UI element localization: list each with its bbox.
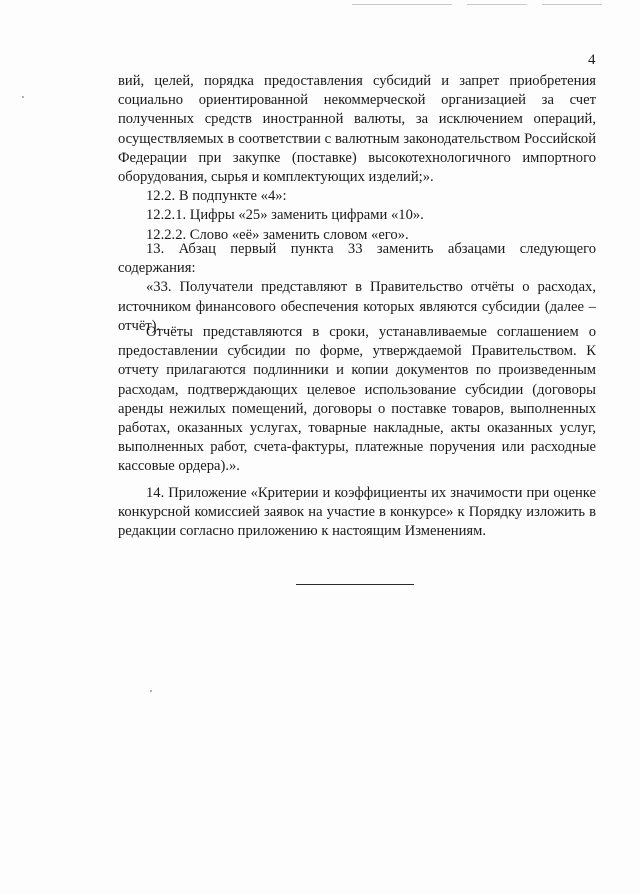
paragraph-12-2: 12.2. В подпункте «4»: <box>146 188 287 205</box>
end-divider-line <box>296 584 414 585</box>
amendment-block-14 <box>118 484 596 542</box>
amendment-block-12 <box>118 72 596 245</box>
scan-artifact-line <box>352 4 602 5</box>
amendment-block-13 <box>118 240 596 336</box>
reports-paragraph-block <box>118 323 596 477</box>
paragraph-reports: Отчёты представляются в сроки, устанавливаемые соглашением о предоставлении субсидии по форме, утверждаемой Правительством. К отчету прилагаются подлинники и копии документов по произведенным расходам, подтверждающих целевое использование субсидии (договоры аренды нежилых помещений, договоры о поставке товаров, выполненных работах, оказанных услугах, товарные накладные, акты оказанных услуг, выполненных работ, счета-фактуры, платежные поручения или расходные кассовые ордера).». <box>118 324 596 475</box>
paragraph-33-quote: «33. Получатели представляют в Правительство отчёты о расходах, источником финансового обеспечения которых являются субсидии (далее – отчёт). <box>118 279 596 334</box>
page-number: 4 <box>588 52 596 68</box>
scan-speck <box>22 96 24 98</box>
scan-speck <box>150 690 152 692</box>
paragraph-12-2-2: 12.2.2. Слово «её» заменить словом «его». <box>146 226 409 243</box>
paragraph-continuation: вий, целей, порядка предоставления субсидий и запрет приобретения социально ориентированной некоммерческой организацией за счет полученных средств иностранной валюты, за исключением операций, осуществляемых в соответствии с валютным законодательством Российской Федерации при закупке (поставке) высокотехнологичного импортного оборудования, сырья и комплектующих изделий;». <box>118 73 596 186</box>
paragraph-14: 14. Приложение «Критерии и коэффициенты их значимости при оценке конкурсной комиссией заявок на участие в конкурсе» к Порядку изложить в редакции согласно приложению к настоящим Изменениям. <box>118 485 596 540</box>
paragraph-13: 13. Абзац первый пункта 33 заменить абзацами следующего содержания: <box>118 241 596 277</box>
paragraph-12-2-1: 12.2.1. Цифры «25» заменить цифрами «10». <box>146 207 424 224</box>
